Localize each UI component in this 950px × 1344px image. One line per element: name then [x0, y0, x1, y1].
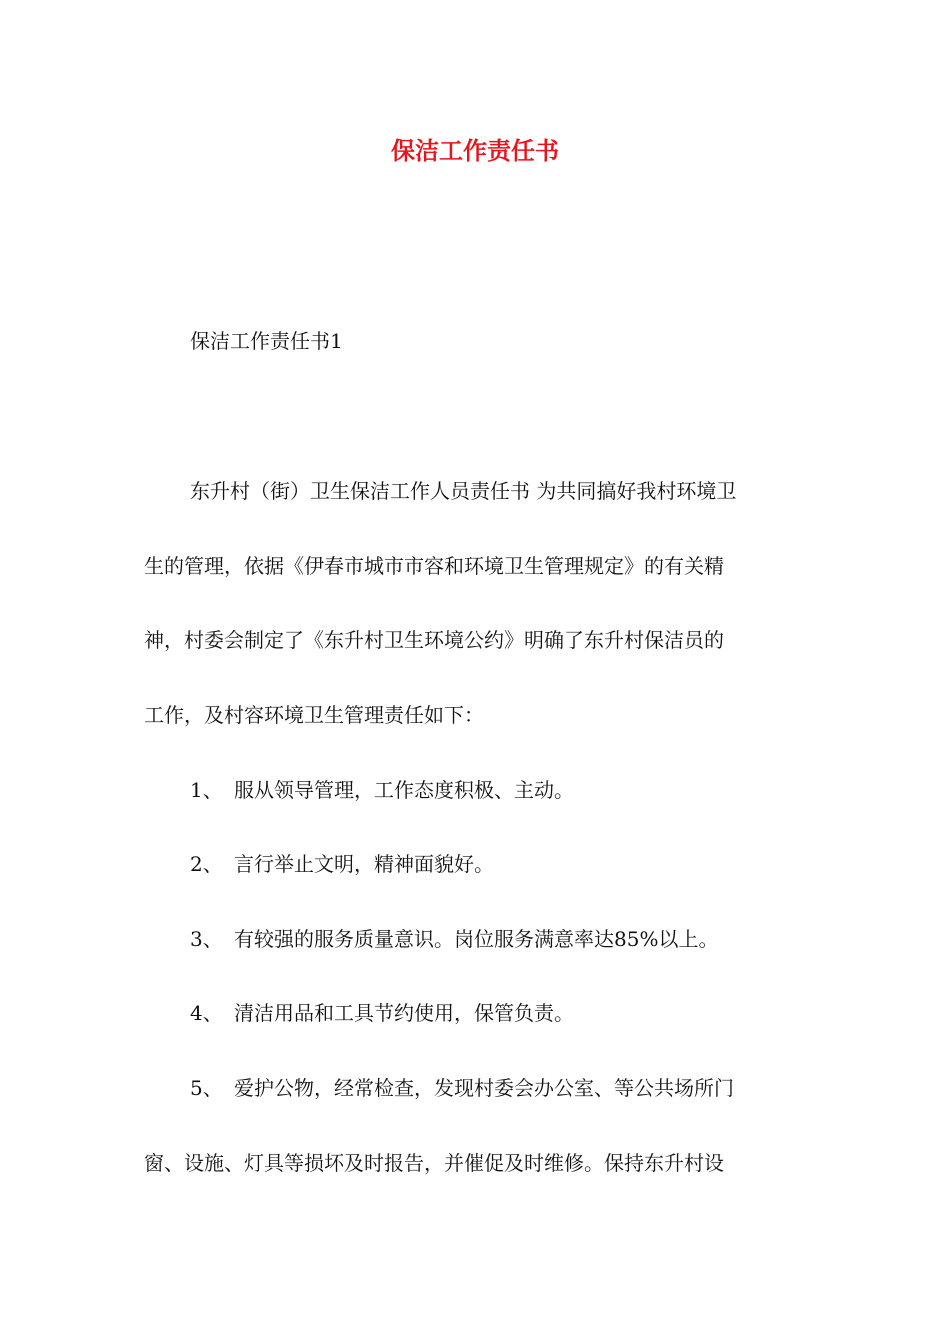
list-item-number: 2、 — [190, 852, 223, 876]
intro-line-2: 生的管理，依据《伊春市城市市容和环境卫生管理规定》的有关精 — [144, 554, 724, 578]
list-item-5 — [190, 1073, 734, 1103]
list-item-3 — [190, 924, 718, 954]
intro-line-4: 工作，及村容环境卫生管理责任如下： — [144, 703, 484, 727]
intro-line-3: 神，村委会制定了《东升村卫生环境公约》明确了东升村保洁员的 — [144, 628, 724, 652]
list-item-1 — [190, 775, 574, 805]
intro-line-1: 东升村（街）卫生保洁工作人员责任书 为共同搞好我村环境卫 — [190, 479, 737, 503]
list-item-number: 4、 — [190, 1001, 223, 1025]
list-item-2 — [190, 849, 494, 879]
list-item-text: 爱护公物，经常检查，发现村委会办公室、等公共场所门 — [234, 1076, 734, 1100]
list-item-number: 1、 — [190, 778, 223, 802]
list-item-number: 3、 — [190, 927, 223, 951]
list-item-text: 清洁用品和工具节约使用，保管负责。 — [234, 1001, 574, 1025]
continuation-line: 窗、设施、灯具等损坏及时报告，并催促及时维修。保持东升村设 — [144, 1151, 724, 1175]
list-item-text: 有较强的服务质量意识。岗位服务满意率达85%以上。 — [234, 927, 719, 951]
document-title: 保洁工作责任书 — [391, 136, 559, 165]
list-item-text: 服从领导管理，工作态度积极、主动。 — [234, 778, 574, 802]
section-subheading: 保洁工作责任书1 — [190, 329, 343, 353]
list-item-4 — [190, 998, 574, 1028]
list-item-text: 言行举止文明，精神面貌好。 — [234, 852, 494, 876]
list-item-number: 5、 — [190, 1076, 223, 1100]
